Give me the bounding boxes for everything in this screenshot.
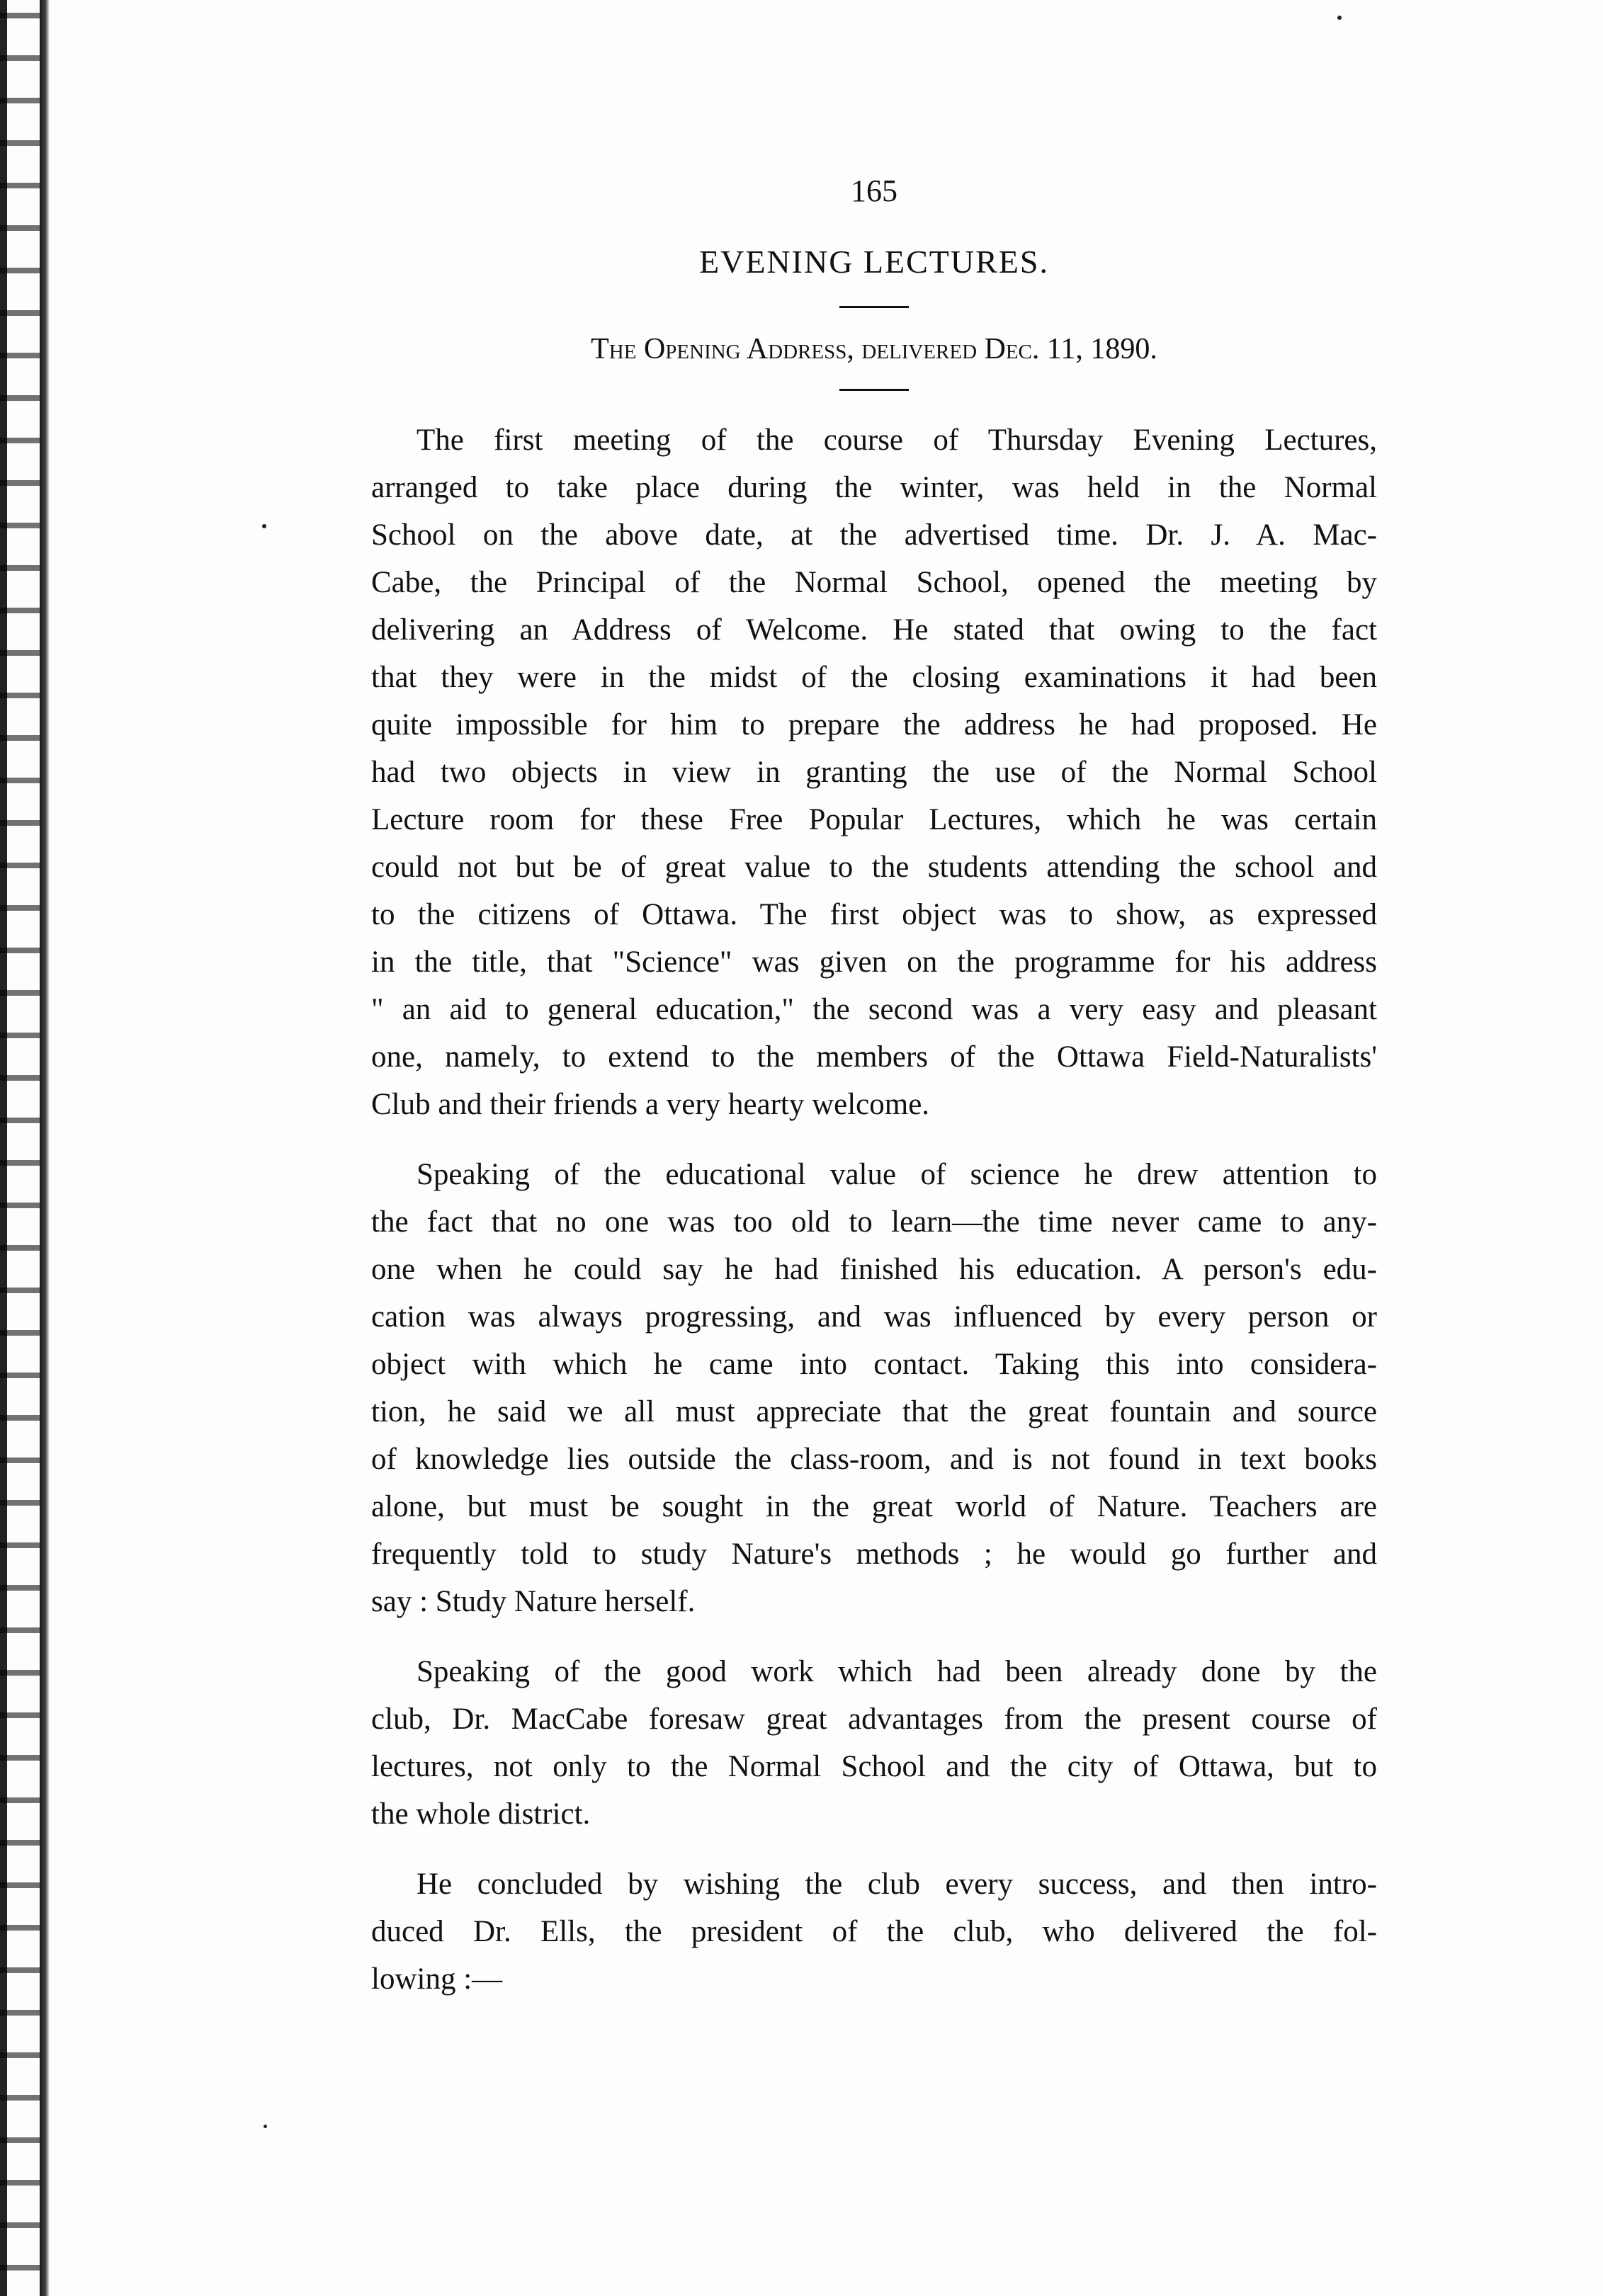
scan-speck bbox=[264, 2125, 267, 2128]
paragraph-2 bbox=[371, 1151, 1377, 1625]
text-line: in the title, that "Science" was given on the programme for his address bbox=[371, 945, 1377, 979]
text-line: The first meeting of the course of Thursday Evening Lectures, bbox=[417, 424, 1377, 457]
text-line: frequently told to study Nature's methods ; he would go further and bbox=[371, 1538, 1377, 1571]
text-line: that they were in the midst of the closing examinations it had been bbox=[371, 661, 1377, 694]
binding-gutter bbox=[40, 0, 50, 2296]
body-text bbox=[371, 416, 1377, 2003]
subtitle-rule bbox=[839, 389, 909, 391]
page-content bbox=[371, 170, 1377, 2025]
text-line: School on the above date, at the advertised time. Dr. J. A. Mac- bbox=[371, 518, 1377, 552]
text-line: Speaking of the educational value of science he drew attention to bbox=[417, 1158, 1377, 1191]
page-number: 165 bbox=[851, 174, 897, 208]
title-rule bbox=[839, 306, 909, 308]
paragraph-3 bbox=[371, 1648, 1377, 1838]
text-line: duced Dr. Ells, the president of the club, who delivered the fol- bbox=[371, 1915, 1377, 1948]
paragraph-4 bbox=[371, 1860, 1377, 2003]
text-line: lectures, not only to the Normal School and the city of Ottawa, but to bbox=[371, 1750, 1377, 1783]
text-line: Lecture room for these Free Popular Lectures, which he was certain bbox=[371, 803, 1377, 836]
text-line: Club and their friends a very hearty welcome. bbox=[371, 1088, 930, 1121]
text-line: " an aid to general education," the second was a very easy and pleasant bbox=[371, 993, 1377, 1026]
text-line: the fact that no one was too old to learn—the time never came to any- bbox=[371, 1205, 1377, 1239]
text-line: one when he could say he had finished his education. A person's edu- bbox=[371, 1253, 1377, 1286]
text-line: say : Study Nature herself. bbox=[371, 1585, 696, 1618]
text-line: tion, he said we all must appreciate that the great fountain and source bbox=[371, 1395, 1377, 1428]
text-line: had two objects in view in granting the use of the Normal School bbox=[371, 756, 1377, 789]
text-line: quite impossible for him to prepare the address he had proposed. He bbox=[371, 708, 1377, 741]
section-title: EVENING LECTURES. bbox=[699, 244, 1049, 280]
text-line: club, Dr. MacCabe foresaw great advantages from the present course of bbox=[371, 1703, 1377, 1736]
text-line: Speaking of the good work which had been already done by the bbox=[417, 1655, 1377, 1688]
scan-speck bbox=[262, 524, 266, 528]
text-line: to the citizens of Ottawa. The first object was to show, as expressed bbox=[371, 898, 1377, 931]
text-line: cation was always progressing, and was influenced by every person or bbox=[371, 1300, 1377, 1334]
text-line: lowing :— bbox=[371, 1962, 503, 1996]
text-line: object with which he came into contact. Taking this into considera- bbox=[371, 1348, 1377, 1381]
text-line: the whole district. bbox=[371, 1797, 591, 1831]
binding-edge bbox=[0, 0, 45, 2296]
text-line: of knowledge lies outside the class-room, and is not found in text books bbox=[371, 1443, 1377, 1476]
text-line: arranged to take place during the winter, was held in the Normal bbox=[371, 471, 1377, 504]
paragraph-1 bbox=[371, 416, 1377, 1128]
scan-speck bbox=[1337, 16, 1342, 20]
section-subtitle: The Opening Address, delivered Dec. 11, 1890. bbox=[591, 333, 1157, 365]
text-line: delivering an Address of Welcome. He stated that owing to the fact bbox=[371, 613, 1377, 647]
text-line: alone, but must be sought in the great world of Nature. Teachers are bbox=[371, 1490, 1377, 1523]
text-line: He concluded by wishing the club every success, and then intro- bbox=[417, 1868, 1377, 1901]
text-line: one, namely, to extend to the members of the Ottawa Field-Naturalists' bbox=[371, 1040, 1377, 1074]
text-line: could not but be of great value to the students attending the school and bbox=[371, 851, 1377, 884]
text-line: Cabe, the Principal of the Normal School, opened the meeting by bbox=[371, 566, 1377, 599]
